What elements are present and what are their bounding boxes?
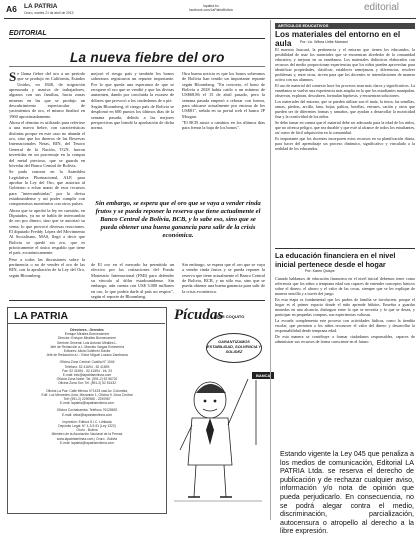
editorial-column-2-lower bbox=[91, 262, 174, 300]
page-number: A6 bbox=[6, 4, 17, 14]
section-tag: editorial bbox=[364, 2, 400, 13]
editorial-paragraph: Ahora el término es utilizado para referirse a una nueva fiebre, con características distintas porque en este caso no abunda el oro, sino que los dineros de las Reservas Internacionales Netas, RIN, del Tesoro General de la Nación, TGN, fueron invertidas en un porcentaje en la compra del metal precioso, que se guarda en bóvedas del Banco Central de Bolivia. bbox=[9, 120, 85, 168]
masthead-line: E-mail: lapatria@lapatriaenlinea.com bbox=[60, 401, 114, 406]
headline-rule bbox=[9, 66, 265, 67]
site-info bbox=[176, 4, 246, 12]
masthead-rule bbox=[7, 323, 165, 324]
masthead-line: Fax: 52 41694 - 52 41694 - Int. 23 bbox=[62, 368, 112, 373]
cartoon-logo: Pícudas bbox=[174, 307, 224, 323]
masthead-line: Editores: Alicia Gutiérrez Dávila bbox=[63, 349, 111, 354]
masthead-line: www.lapatriaenlinea.com | Oruro - Bolivia bbox=[56, 436, 118, 441]
editorial-paragraph: Según Bloomberg, el riesgo país de Bolivia se desplomó en 600 puntos los últimos días de la semana pasada, debido a las mejores perspectivas que brindó la aprobación de dicha norma. bbox=[91, 104, 174, 131]
article-paragraph: De esta manera se contribuye a formar ciudadanos responsables, capaces de administrar sus recursos de forma consciente en el futuro. bbox=[275, 334, 415, 344]
editorial-paragraph: "El BCB asiste a cambios en los últimos días para frenar la baja de los bonos". bbox=[182, 120, 265, 131]
speech-bubble: GARANTIZAMOS ESTABILIDAD, SOLVENCIA Y SOLIDEZ bbox=[206, 333, 262, 363]
editorial-column-3 bbox=[182, 71, 265, 196]
article-paragraph: Cuando hablamos de educación financiera en el nivel inicial debemos tener como referencia que los niños a temprana edad son capaces de entender conceptos básicos sobre el dinero, el ahorro y el valor de las cosas, siempre que se les explique de manera sencilla y a través del juego. bbox=[275, 276, 415, 296]
editorial-rule bbox=[9, 38, 265, 39]
article-paragraph: El uso de material del contexto hace los procesos sean más claros y significativos. La enseñanza se vuelve una experiencia más amplia en la que los estudiantes manipulan, observan, exploran, descubren, formulan hipótesis, y encuentran soluciones. bbox=[275, 83, 415, 98]
masthead-line: Oficina La Paz: Calle México N°1433 casi Av. Colombia, bbox=[46, 388, 128, 393]
masthead-line: Telf: (591-2) 2290986 - 2290987 bbox=[63, 397, 111, 402]
editorial-label: EDITORIAL bbox=[9, 30, 47, 37]
masthead-line: Miembro de la Asociación Nacional de la Prensa bbox=[51, 432, 123, 437]
editorial-paragraph: Sin embargo, se espera que el oro que se vaya a vender rinda frutos y se pueda reponer la reserva que tiene actualmente el Banco Central de Bolivia, BCB, y no sólo eso, sino que se pueda obtener una buena ganancia para salir de la crisis económica. bbox=[182, 262, 266, 294]
article-2-author: Por: Karen Quispe bbox=[305, 269, 335, 273]
masthead-line: Edif. Luz Mercedes Lima, Mezanine 1, Oficina 9, Zona Central bbox=[41, 392, 133, 397]
masthead-line: Teléfono: 52 41694 - 52 41893 bbox=[64, 364, 110, 369]
editorial-paragraph: mejoró el riesgo país y también los bonos soberanos registraron un repunte importante. Por lo que queda una esperanza de que se recupere el oro que se vendió y que las divisas aumenten, dando por concluida la escasez de dólares que provocó a los ciudadanos de a pie. bbox=[91, 71, 174, 103]
masthead-line: Directores - Gerentes bbox=[70, 328, 104, 332]
masthead-line: Oficina Zona Central: Casilla N° 1046 bbox=[59, 360, 115, 365]
issue-date: Oruro, martes 21 de abril de 2013 bbox=[24, 11, 74, 15]
editorial-paragraph: Pese a todas las discusiones sobre la pertinencia o no de vender el oro de las RIN, con la aprobación de la Ley del Oro, según Bloomberg. bbox=[9, 256, 85, 278]
masthead-credits bbox=[14, 328, 160, 510]
masthead-line: E-mail: info@lapatriaenlinea.com bbox=[62, 373, 112, 378]
article-paragraph: La escuela complementa este proceso con actividades lúdicas, como la tiendita escolar, que permiten a los niños reconocer el valor del dinero y desarrollar la responsabilidad desde temprana edad. bbox=[275, 318, 415, 333]
drop-cap: S bbox=[9, 69, 17, 84]
masthead-line: Impresión: Editora S.I.C. Limitada bbox=[62, 419, 112, 424]
article-1-author: Por: Lic. Wilma Uribe Mamani bbox=[300, 40, 348, 44]
article-paragraph: Es importante que los docentes incorporen estos recursos en su planificación diaria, para hacer del aprendizaje un proceso dinámico, significativo y vinculado a la realidad de los educandos. bbox=[275, 136, 415, 151]
article-paragraph: Los materiales del entorno, que se pueden utilizar son el maíz, la tierra, las semillas, ramas, piedras, arcilla, lana, hojas, palitos, botellas, envases, cartón y otros que pueden ser de diferentes formas y tamaños, que ayudan a desarrollar la motricidad fina y la creatividad de los niños. bbox=[275, 99, 415, 119]
masthead-line: E-mail: lapatria@lapatriaenlinea.com bbox=[60, 440, 114, 445]
masthead-line: Oficina Zona Norte: Tel. (591-2) 52 56702 bbox=[56, 377, 118, 382]
editorial-paragraph: de El oro en el mercado ha permitido un efectivo por las cotizaciones del Fondo Monetario Internacional (FMI) para defender su vínculo al dólar estadounidense. Sin embargo, aún cuenta con US$ 3.000 millones en oro, lo que podría darle al país un respiro", según el reporte de Bloomberg. bbox=[91, 262, 174, 300]
masthead-line: E-mail: cbba@lapatriaenlinea.com bbox=[61, 412, 113, 417]
pull-quote: Sin embargo, se espera que el oro que se vaya a vender rinda frutos y se pueda reponer la reserva que tiene actualmente el Banco Central de Bolivia, BCB, y lo sabe eso, sino que se pueda obtener una buena ganancia para salir de la crisis económica. bbox=[95, 200, 261, 239]
facebook-url[interactable]: facebook.com/LaPatriaBolivia bbox=[189, 8, 233, 13]
masthead-line: Depósito Legal: N° 4-3-9-91 (Ley 1322) bbox=[58, 424, 116, 429]
bank-sign: BANCA bbox=[252, 372, 274, 379]
editorial-column-3-lower bbox=[182, 262, 265, 292]
header-divider bbox=[4, 18, 416, 19]
editorial-headline: La nueva fiebre del oro bbox=[70, 50, 225, 65]
section-bar: ARTÍCULOS EDUCATIVOS bbox=[275, 23, 415, 29]
editorial-column-2 bbox=[91, 71, 174, 196]
masthead-line: Jefe de Redacción a.i.: Marcelo Vargas Echeverría bbox=[49, 344, 125, 349]
article-paragraph: En esta etapa es fundamental que los padres de familia se involucren, porque el hogar es el primer espacio donde el niño aprende hábitos. Enseñar a guardar monedas en una alcancía, distinguir entre lo que se necesita y lo que se desea, y participar en pequeñas compras, son experiencias valiosas. bbox=[275, 297, 415, 317]
editorial-paragraph: Otra buena noticia es que los bonos soberanos de Bolivia han tenido un importante repunte según Bloomberg. "En concreto, el bono de Bolivia a 2028 había caído a un mínimo de US$68,86 el 15 de abril pasado, pero la semana pasada empezó a rebotar con fuerza, para ubicarse actualmente por encima de los US$81", señala en su portal web el banco JP Morgan. bbox=[182, 71, 265, 119]
article-1-body bbox=[275, 47, 415, 243]
article-divider bbox=[275, 248, 415, 249]
article-2-title: La educación financiera en el nivel inicial pertenece desde el hogar bbox=[275, 251, 396, 269]
masthead-line: Oruro - Bolivia bbox=[76, 428, 98, 433]
masthead-line: Oficina Cochabamba: Teléfono 76128692 bbox=[56, 408, 118, 413]
article-1-title: Los materiales del entorno en el aula bbox=[275, 30, 401, 48]
brand-name: LA PATRIA bbox=[24, 3, 58, 10]
article-paragraph: El maestro buscará, la pertinencia y el entorno que tienen los educandos, la posibilidad de usar los materiales que se encuentran alrededor de la comunidad educativa, y mejorar en su enseñanza. Los materiales didácticos elaborados con recursos del medio proporcionan experiencias que los niños pueden aprovechar para identificar propiedades, clasificar, establecer semejanzas y diferencias, resolver problemas y, entre otras, sirven para que los docentes se interrelacionen de manera activa con sus alumnos. bbox=[275, 47, 415, 82]
masthead-line: Gerente General: Luis Antonio Miralles L. bbox=[56, 340, 118, 345]
masthead-line: Director: Enrique Miralles Bonnecarrere bbox=[58, 336, 116, 341]
masthead-line: Jefe de Redacción a.i.: Víctor Miguel Lozano Zambrana bbox=[46, 353, 128, 358]
editorial-end-rule bbox=[9, 300, 265, 301]
cartoon-author: POR COQUITO bbox=[216, 314, 245, 319]
column-divider bbox=[270, 20, 271, 520]
editorial-paragraph: Se llama fiebre del oro a un período que se produjo en California, Estados Unidos, en 1848, de migración apresurada y masiva de trabajadores, algunos con sus familias, hacia zonas mineras en las que se produjo un descubrimiento espectacular de yacimientos de oro, el mismo finalizó en 1960 aproximadamente. bbox=[9, 69, 85, 119]
site-url[interactable]: lapatria.bo bbox=[203, 4, 219, 8]
editorial-paragraph: Se pudo rastrear en la Asamblea Legislativa Plurinacional, ALP, para aprobar la Ley del Oro, que autoriza al Gobierno a echar mano de esos recursos para "intercambiarlas" por la divisa estadounidense y así poder cumplir con compromisos monetarios con otros países. bbox=[9, 169, 85, 207]
masthead-line: Enrique Miralles Bonnecarrere bbox=[64, 332, 110, 337]
article-2-body bbox=[275, 276, 415, 442]
legal-notice: Estando vigente la Ley 045 que penaliza a los medios de comunicación, Editorial LA PATRIA Ltda. se reserva el derecho de publicación y de rechazar cualquier aviso, información y/o nota de opinión que pueda perjudicarlo. En consecuencia, no se podrá alegar contra el medio, discriminación, parcialización, autocensura o atropello al derecho a la libre expresión. bbox=[280, 450, 414, 536]
editorial-paragraph: Ahora que se aprobó la ley en cuestión, en Diputados, ya no se habla de intercambio de oro por dinero, sino que se autorizó su venta, lo que provocó diversas reacciones. El diputado Freddy López del Movimiento Al Socialismo, MAS, llegó a decir que Bolivia se quedó sin oro, que es prácticamente el único respaldo que tiene el país, económicamente. bbox=[9, 207, 85, 256]
masthead-line: Oficina Zona Sur: Tel. (591-2) 52 51432 bbox=[58, 381, 116, 386]
article-paragraph: Se debe tomar en cuenta que el material debe ser adecuado para la edad de los niños, que no ofrezca peligro, que sea durable y que esté al alcance de todos los estudiantes, así como de fácil adquisición en la comunidad. bbox=[275, 120, 415, 135]
masthead-title: LA PATRIA bbox=[14, 310, 69, 322]
